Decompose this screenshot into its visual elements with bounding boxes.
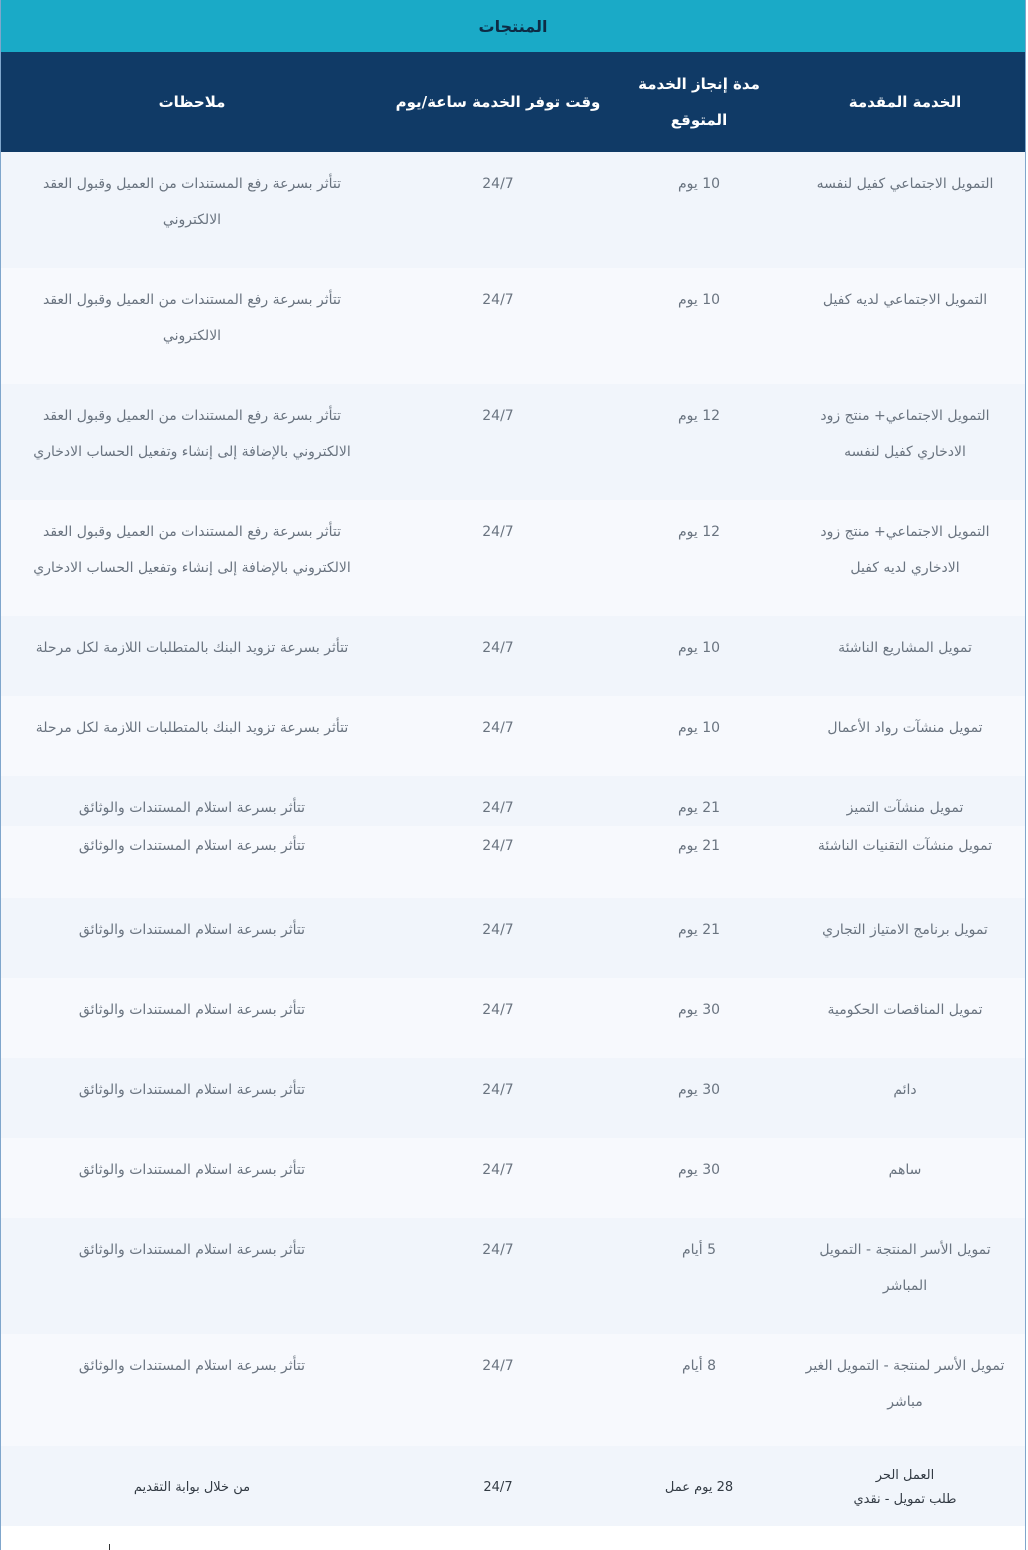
cell-duration: 21 يوم [613, 898, 785, 978]
cell-availability: 24/7 [383, 1334, 613, 1446]
header-availability: وقت توفر الخدمة ساعة/يوم [395, 93, 601, 111]
table-row [1, 616, 1025, 696]
cell-notes: تتأثر بسرعة استلام المستندات والوثائق [1, 978, 383, 1058]
cell-duration: 30 يوم [613, 978, 785, 1058]
cell-service: التمويل الاجتماعي+ منتج زود الادخاري لديه كفيل [785, 500, 1025, 616]
cell-service-line2: طلب تمويل - نقدي [853, 1492, 957, 1507]
table-row [1, 152, 1025, 268]
cell-service: تمويل منشآت التقنيات الناشئة [785, 826, 1025, 898]
table-row [1, 1218, 1025, 1334]
cell-service [785, 1446, 1025, 1526]
cell-availability: 24/7 [383, 500, 613, 616]
table-row [1, 268, 1025, 384]
cell-duration: 21 يوم [613, 776, 785, 826]
cell-notes: تتأثر بسرعة استلام المستندات والوثائق [1, 1334, 383, 1446]
header-service: الخدمة المقدمة [848, 93, 962, 111]
cell-availability: 24/7 [383, 898, 613, 978]
cell-service: دائم [785, 1058, 1025, 1138]
table-row [1, 1446, 1025, 1526]
table-row [1, 500, 1025, 616]
cell-service: التمويل الاجتماعي لديه كفيل [785, 268, 1025, 384]
table-row [1, 696, 1025, 776]
cell-notes: من خلال بوابة التقديم [1, 1446, 383, 1526]
cell-availability: 24/7 [383, 776, 613, 826]
table-row [1, 978, 1025, 1058]
cell-availability: 24/7 [383, 1058, 613, 1138]
cell-availability: 24/7 [383, 696, 613, 776]
cell-service: التمويل الاجتماعي+ منتج زود الادخاري كفيل لنفسه [785, 384, 1025, 500]
cell-duration: 21 يوم [613, 826, 785, 898]
cell-service-line1: العمل الحر [875, 1468, 935, 1483]
products-table [1, 52, 1025, 1526]
cell-availability: 24/7 [383, 1218, 613, 1334]
cell-notes: تتأثر بسرعة تزويد البنك بالمتطلبات اللازمة لكل مرحلة [1, 616, 383, 696]
cell-duration: 12 يوم [613, 384, 785, 500]
cell-duration: 30 يوم [613, 1138, 785, 1218]
cell-notes: تتأثر بسرعة استلام المستندات والوثائق [1, 1218, 383, 1334]
table-body [1, 152, 1025, 1526]
cell-availability: 24/7 [383, 268, 613, 384]
cell-service: تمويل منشآت رواد الأعمال [785, 696, 1025, 776]
cell-availability: 24/7 [383, 1138, 613, 1218]
cell-service: تمويل المشاريع الناشئة [785, 616, 1025, 696]
cell-notes: تتأثر بسرعة استلام المستندات والوثائق [1, 898, 383, 978]
bottom-divider-mark [109, 1544, 110, 1550]
cell-availability: 24/7 [383, 826, 613, 898]
cell-service: ساهم [785, 1138, 1025, 1218]
table-title-text: المنتجات [478, 16, 548, 36]
table-row [1, 898, 1025, 978]
table-row [1, 384, 1025, 500]
cell-notes: تتأثر بسرعة رفع المستندات من العميل وقبول العقد الالكتروني بالإضافة إلى إنشاء وتفعيل الحساب الادخاري [1, 384, 383, 500]
cell-notes: تتأثر بسرعة استلام المستندات والوثائق [1, 826, 383, 898]
cell-service: تمويل منشآت التميز [785, 776, 1025, 826]
table-title [1, 0, 1025, 52]
cell-notes: تتأثر بسرعة رفع المستندات من العميل وقبول العقد الالكتروني [1, 268, 383, 384]
cell-notes: تتأثر بسرعة استلام المستندات والوثائق [1, 776, 383, 826]
cell-service: تمويل برنامج الامتياز التجاري [785, 898, 1025, 978]
cell-availability: 24/7 [383, 978, 613, 1058]
table-row [1, 776, 1025, 826]
cell-availability: 24/7 [383, 152, 613, 268]
header-duration: مدة إنجاز الخدمة المتوقع [638, 75, 760, 129]
table-row [1, 1058, 1025, 1138]
cell-availability: 24/7 [383, 616, 613, 696]
cell-service: تمويل المناقصات الحكومية [785, 978, 1025, 1058]
cell-duration: 12 يوم [613, 500, 785, 616]
cell-duration: 30 يوم [613, 1058, 785, 1138]
table-row [1, 1334, 1025, 1446]
cell-duration: 10 يوم [613, 268, 785, 384]
cell-service: تمويل الأسر لمنتجة - التمويل الغير مباشر [785, 1334, 1025, 1446]
header-notes: ملاحظات [158, 93, 226, 111]
cell-duration: 28 يوم عمل [613, 1446, 785, 1526]
cell-duration: 5 أيام [613, 1218, 785, 1334]
cell-notes: تتأثر بسرعة رفع المستندات من العميل وقبول العقد الالكتروني بالإضافة إلى إنشاء وتفعيل الحساب الادخاري [1, 500, 383, 616]
cell-notes: تتأثر بسرعة استلام المستندات والوثائق [1, 1138, 383, 1218]
cell-availability: 24/7 [383, 1446, 613, 1526]
cell-service: التمويل الاجتماعي كفيل لنفسه [785, 152, 1025, 268]
cell-notes: تتأثر بسرعة استلام المستندات والوثائق [1, 1058, 383, 1138]
cell-duration: 10 يوم [613, 616, 785, 696]
table-row [1, 1138, 1025, 1218]
cell-duration: 10 يوم [613, 696, 785, 776]
cell-duration: 8 أيام [613, 1334, 785, 1446]
cell-duration: 10 يوم [613, 152, 785, 268]
table-header [1, 52, 1025, 152]
table-row [1, 826, 1025, 898]
cell-availability: 24/7 [383, 384, 613, 500]
cell-notes: تتأثر بسرعة رفع المستندات من العميل وقبول العقد الالكتروني [1, 152, 383, 268]
cell-service: تمويل الأسر المنتجة - التمويل المباشر [785, 1218, 1025, 1334]
header-row [1, 52, 1025, 152]
cell-notes: تتأثر بسرعة تزويد البنك بالمتطلبات اللازمة لكل مرحلة [1, 696, 383, 776]
